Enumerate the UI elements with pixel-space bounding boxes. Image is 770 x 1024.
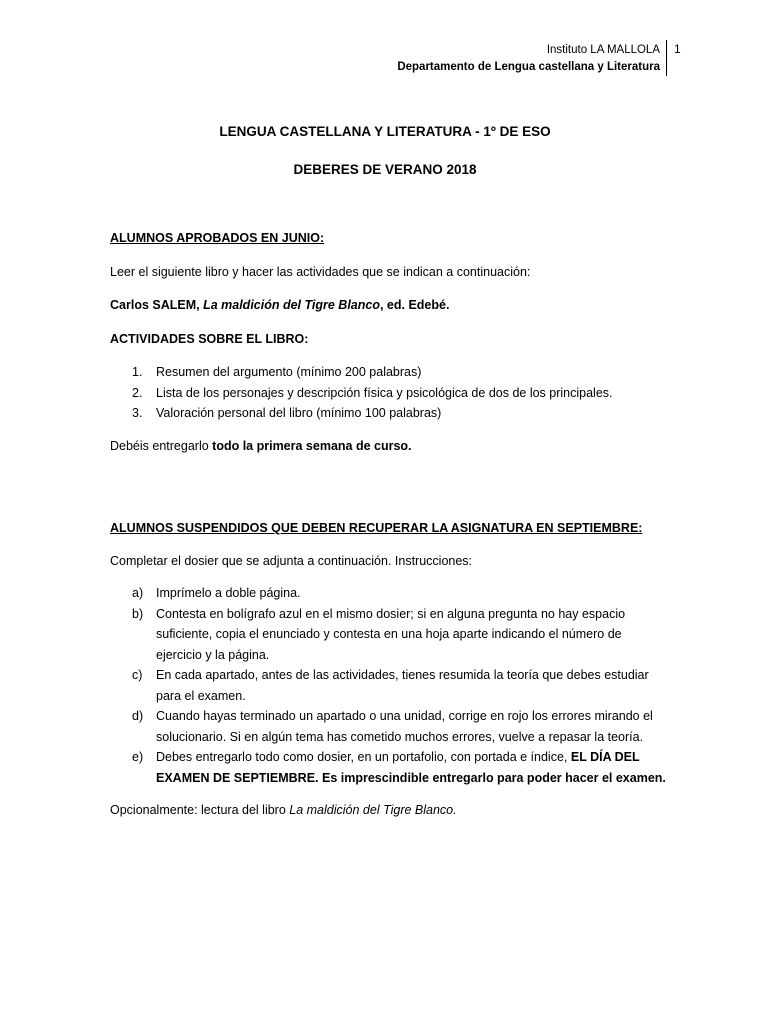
book-publisher: , ed. Edebé. — [379, 298, 450, 312]
book-title: La maldición del Tigre Blanco — [203, 298, 380, 312]
list-item-text — [156, 747, 670, 788]
failed-section — [110, 518, 670, 821]
approved-intro: Leer el siguiente libro y hacer las actividades que se indican a continuación: — [110, 264, 531, 279]
department-name: Departamento de Lengua castellana y Literatura — [397, 61, 660, 73]
last-instruction-text: Debes entregarlo todo como dosier, en un portafolio, con portada e índice, — [156, 750, 571, 764]
list-item-text: Imprímelo a doble página. — [156, 586, 301, 600]
list-marker: a) — [132, 586, 144, 600]
list-marker: b) — [132, 606, 144, 621]
deadline-prefix: Debéis entregarlo — [110, 438, 213, 453]
deadline-bold: todo la primera semana de curso. — [212, 438, 412, 453]
book-author: Carlos SALEM, — [110, 298, 204, 312]
last-instruction-bold: EL DÍA DEL EXAMEN DE SEPTIEMBRE. Es imprescindible entregarlo para poder hacer el examen. — [156, 750, 666, 785]
list-item — [110, 604, 670, 666]
list-item-text: En cada apartado, antes de las actividades, tienes resumida la teoría que debes estudiar para el examen. — [156, 668, 649, 703]
document-header — [397, 42, 660, 76]
page-number: 1 — [674, 42, 681, 56]
list-item-text: Valoración personal del libro (mínimo 100 palabras) — [156, 406, 442, 420]
optional-reading — [110, 800, 670, 821]
list-marker: 2. — [132, 385, 143, 400]
approved-section — [110, 228, 670, 456]
list-item-text: Lista de los personajes y descripción física y psicológica de dos de los principales. — [156, 385, 613, 400]
list-item — [110, 665, 670, 706]
failed-intro: Completar el dosier que se adjunta a continuación. Instrucciones: — [110, 553, 473, 568]
list-item-text: Cuando hayas terminado un apartado o una unidad, corrige en rojo los errores mirando el solucionario. Si en algún tema has cometido muchos errores, vuelve a repasar la teoría. — [156, 709, 653, 744]
list-item — [110, 383, 670, 404]
header-divider — [666, 40, 667, 76]
list-marker: 3. — [132, 406, 143, 420]
assignment-title: DEBERES DE VERANO 2018 — [293, 162, 477, 177]
list-item — [110, 362, 670, 383]
course-title: LENGUA CASTELLANA Y LITERATURA - 1º DE ESO — [219, 124, 551, 139]
approved-heading: ALUMNOS APROBADOS EN JUNIO: — [110, 231, 325, 245]
institution-name: Instituto LA MALLOLA — [546, 44, 660, 56]
list-item-text: Resumen del argumento (mínimo 200 palabras) — [156, 365, 422, 379]
list-item — [110, 403, 670, 424]
failed-heading: ALUMNOS SUSPENDIDOS QUE DEBEN RECUPERAR LA ASIGNATURA EN SEPTIEMBRE: — [110, 521, 643, 535]
activities-list — [110, 362, 670, 424]
optional-book-title: La maldición del Tigre Blanco. — [289, 803, 457, 817]
activities-heading: ACTIVIDADES SOBRE EL LIBRO: — [110, 331, 309, 346]
list-item — [110, 583, 670, 604]
book-reference — [110, 295, 670, 316]
list-marker: c) — [132, 668, 143, 682]
list-item — [110, 706, 670, 747]
list-marker: 1. — [132, 365, 143, 379]
list-item — [110, 747, 670, 788]
optional-prefix: Opcionalmente: lectura del libro — [110, 803, 290, 817]
list-marker: d) — [132, 709, 144, 723]
list-marker: e) — [132, 750, 144, 764]
deadline-note — [110, 436, 670, 457]
list-item-text: Contesta en bolígrafo azul en el mismo dosier; si en alguna pregunta no hay espacio suficiente, copia el enunciado y contesta en una hoja aparte indicando el número de ejercicio y la página. — [156, 606, 626, 662]
instructions-list — [110, 583, 670, 788]
